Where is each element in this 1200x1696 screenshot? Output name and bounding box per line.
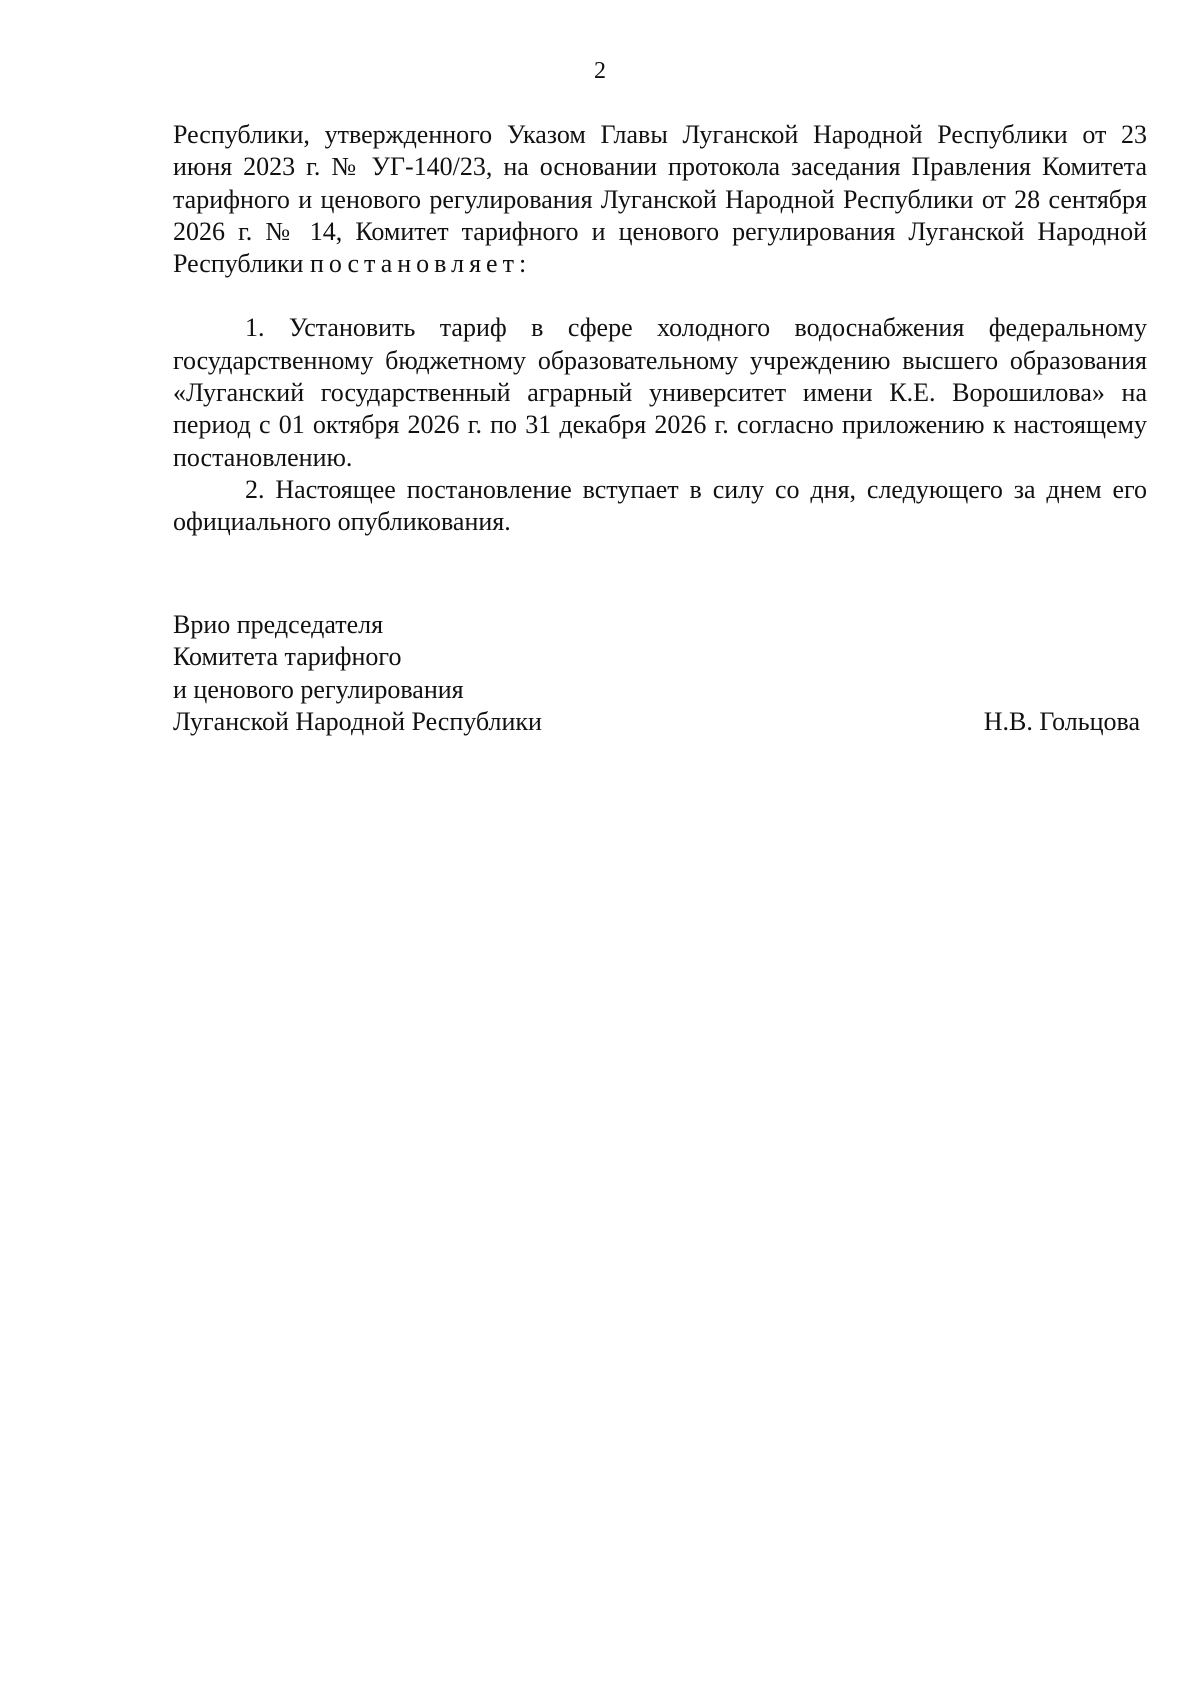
signatory-position-text-3: и ценового регулирования	[173, 674, 464, 704]
signature-block	[173, 609, 1147, 738]
signatory-position-text-2: Комитета тарифного	[173, 642, 402, 672]
signatory-name: Н.В. Гольцова	[983, 706, 1140, 736]
signatory-position-text-1: Врио председателя	[173, 610, 384, 639]
signatory-position-line-1	[173, 609, 1147, 641]
signatory-position-line-3	[173, 674, 1147, 706]
document-body	[173, 119, 1147, 539]
preamble-paragraph	[173, 119, 1147, 280]
signatory-position-line-4	[173, 706, 1147, 738]
preamble-text: Республики, утвержденного Указом Главы Луганской Народной Республики от 23 июня 2023 г. № УГ-140/23, на основании протокола заседания Правления Комитета тарифного и ценового регулирования Луганской Народной Республики от 28 сентября 2026 г. № 14, Комитет тарифного и ценового регулирования Луганской Народной Республики	[173, 120, 1147, 279]
signatory-position-text-4: Луганской Народной Республики	[173, 706, 542, 736]
signatory-position-line-2	[173, 641, 1147, 673]
resolution-item-1: 1. Установить тариф в сфере холодного водоснабжения федеральному государственному бюджетному образовательному учреждению высшего образования «Луганский государственный аграрный университет имени К.Е. Ворошилова» на период с 01 октября 2026 г. по 31 декабря 2026 г. согласно приложению к настоящему постановлению.	[173, 313, 1147, 472]
resolution-item-2: 2. Настоящее постановление вступает в силу со дня, следующего за днем его официального опубликования.	[173, 474, 1147, 537]
page-number: 2	[594, 58, 606, 84]
decree-word: постановляет:	[309, 249, 532, 279]
